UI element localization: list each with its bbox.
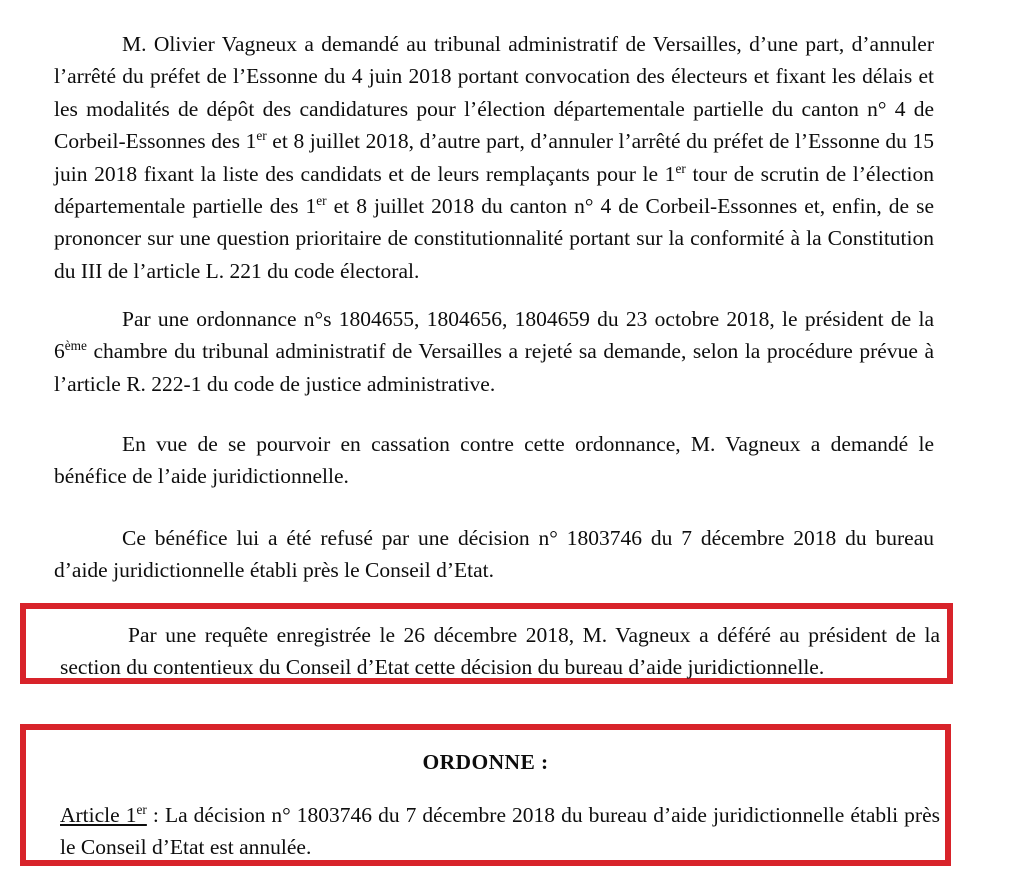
highlight-box-ordonne xyxy=(20,724,951,866)
paragraph-aide-juridictionnelle-demande: En vue de se pourvoir en cassation contre cette ordonnance, M. Vagneux a demandé le bénéfice de l’aide juridictionnelle. xyxy=(54,432,934,489)
paragraph-ordonnance-rejet: Par une ordonnance n°s 1804655, 1804656, 1804659 du 23 octobre 2018, le président de la 6ème chambre du tribunal administratif de Versailles a rejeté sa demande, selon la procédure prévue à l’article R. 222-1 du code de justice administrative. xyxy=(54,307,934,396)
highlight-box-requete xyxy=(20,603,953,684)
paragraph-benefice-refuse: Ce bénéfice lui a été refusé par une décision n° 1803746 du 7 décembre 2018 du bureau d’aide juridictionnelle établi près le Conseil d’Etat. xyxy=(54,526,934,583)
article-1-body: : La décision n° 1803746 du 7 décembre 2018 du bureau d’aide juridictionnelle établi près le Conseil d’Etat est annulée. xyxy=(60,803,940,860)
paragraph-article-1 xyxy=(60,799,940,864)
article-1-label: Article 1er xyxy=(60,801,147,827)
paragraph-demande-tribunal: M. Olivier Vagneux a demandé au tribunal administratif de Versailles, d’une part, d’annuler l’arrêté du préfet de l’Essonne du 4 juin 2018 portant convocation des électeurs et fixant les délais et les modalités de dépôt des candidatures pour l’élection départementale partielle du canton n° 4 de Corbeil-Essonnes des 1er et 8 juillet 2018, d’autre part, d’annuler l’arrêté du préfet de l’Essonne du 15 juin 2018 fixant la liste des candidats et de leurs remplaçants pour le 1er tour de scrutin de l’élection départementale partielle des 1er et 8 juillet 2018 du canton n° 4 de Corbeil-Essonnes et, enfin, de se prononcer sur une question prioritaire de constitutionnalité portant sur la conformité à la Constitution du III de l’article L. 221 du code électoral. xyxy=(54,32,934,283)
ordonne-heading: ORDONNE : xyxy=(422,750,549,774)
paragraph-requete-enregistree: Par une requête enregistrée le 26 décembre 2018, M. Vagneux a déféré au président de la section du contentieux du Conseil d’Etat cette décision du bureau d’aide juridictionnelle. xyxy=(60,623,940,680)
